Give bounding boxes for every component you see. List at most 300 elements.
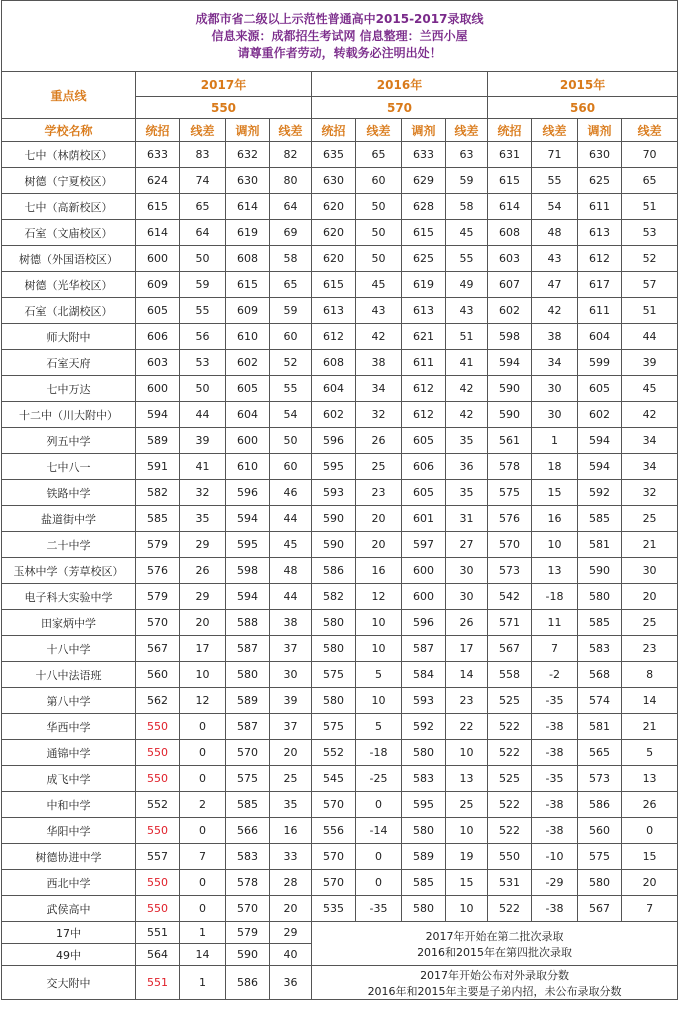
score-cell: 570 [136, 610, 180, 636]
score-cell: -38 [532, 896, 578, 922]
score-cell: 610 [226, 324, 270, 350]
score-cell: 60 [270, 324, 312, 350]
score-cell: 35 [180, 506, 226, 532]
score-cell: -35 [356, 896, 402, 922]
table-row [2, 766, 678, 792]
score-cell: 55 [180, 298, 226, 324]
school-name: 盐道街中学 [2, 506, 136, 532]
score-cell: 604 [312, 376, 356, 402]
school-name: 树德（宁夏校区） [2, 168, 136, 194]
score-cell: 602 [488, 298, 532, 324]
score-cell: 581 [578, 532, 622, 558]
column-header: 线差 [356, 119, 402, 142]
score-cell: 593 [402, 688, 446, 714]
score-cell: 583 [578, 636, 622, 662]
school-name: 树德（光华校区） [2, 272, 136, 298]
table-row [2, 688, 678, 714]
score-cell: 41 [180, 454, 226, 480]
score-cell: 54 [532, 194, 578, 220]
score-cell: 82 [270, 142, 312, 168]
column-header: 统招 [136, 119, 180, 142]
score-cell: 633 [402, 142, 446, 168]
score-cell: 609 [136, 272, 180, 298]
score-cell: 550 [136, 818, 180, 844]
score-cell: 37 [270, 636, 312, 662]
score-cell: 28 [270, 870, 312, 896]
score-cell: 571 [488, 610, 532, 636]
score-cell: 37 [270, 714, 312, 740]
score-cell: 45 [270, 532, 312, 558]
score-cell: 613 [312, 298, 356, 324]
score-cell: 580 [402, 896, 446, 922]
year-2016: 2016年 [312, 72, 488, 97]
score-cell: 580 [226, 662, 270, 688]
score-cell: 44 [622, 324, 678, 350]
score-cell: 552 [136, 792, 180, 818]
score-cell: 600 [226, 428, 270, 454]
table-row [2, 376, 678, 402]
score-cell: 32 [180, 480, 226, 506]
score-cell: 70 [622, 142, 678, 168]
score-cell: 619 [226, 220, 270, 246]
score-cell: 613 [402, 298, 446, 324]
score-cell: 579 [226, 922, 270, 944]
admission-table [1, 0, 678, 1000]
score-cell: 578 [488, 454, 532, 480]
year-2015: 2015年 [488, 72, 678, 97]
score-cell: 55 [446, 246, 488, 272]
score-cell: 41 [446, 350, 488, 376]
score-cell: 5 [622, 740, 678, 766]
score-cell: 594 [226, 584, 270, 610]
score-cell: 585 [578, 506, 622, 532]
score-cell: 15 [532, 480, 578, 506]
score-cell: 7 [180, 844, 226, 870]
table-row [2, 220, 678, 246]
score-cell: 25 [622, 506, 678, 532]
table-row [2, 740, 678, 766]
score-cell: 609 [226, 298, 270, 324]
score-cell: -35 [532, 688, 578, 714]
score-cell: 595 [312, 454, 356, 480]
school-name-header: 学校名称 [2, 119, 136, 142]
note-line: 2016和2015年在第四批次录取 [417, 945, 573, 959]
school-name: 第八中学 [2, 688, 136, 714]
school-name: 西北中学 [2, 870, 136, 896]
school-name: 华阳中学 [2, 818, 136, 844]
score-cell: 26 [356, 428, 402, 454]
score-cell: 595 [226, 532, 270, 558]
table-row [2, 532, 678, 558]
score-cell: 25 [446, 792, 488, 818]
score-cell: 1 [532, 428, 578, 454]
score-cell: 587 [402, 636, 446, 662]
score-cell: 560 [578, 818, 622, 844]
score-cell: 10 [356, 688, 402, 714]
score-cell: 20 [270, 896, 312, 922]
school-name: 电子科大实验中学 [2, 584, 136, 610]
score-cell: 592 [402, 714, 446, 740]
score-cell: -18 [532, 584, 578, 610]
column-header: 线差 [446, 119, 488, 142]
score-cell: 522 [488, 740, 532, 766]
score-cell: 45 [446, 220, 488, 246]
score-cell: 17 [446, 636, 488, 662]
school-name: 七中（林荫校区） [2, 142, 136, 168]
school-name: 交大附中 [2, 966, 136, 1000]
key-line-2017: 550 [136, 97, 312, 119]
score-cell: 568 [578, 662, 622, 688]
score-cell: 575 [578, 844, 622, 870]
score-cell: 580 [402, 818, 446, 844]
school-name: 玉林中学（芳草校区） [2, 558, 136, 584]
score-cell: 10 [356, 636, 402, 662]
score-cell: 631 [488, 142, 532, 168]
school-name: 武侯高中 [2, 896, 136, 922]
score-cell: 570 [312, 870, 356, 896]
score-cell: 30 [622, 558, 678, 584]
score-cell: 584 [402, 662, 446, 688]
score-cell: 27 [446, 532, 488, 558]
score-cell: 596 [312, 428, 356, 454]
score-cell: 25 [270, 766, 312, 792]
school-name: 二十中学 [2, 532, 136, 558]
score-cell: 13 [622, 766, 678, 792]
table-row [2, 558, 678, 584]
school-name: 列五中学 [2, 428, 136, 454]
score-cell: 585 [226, 792, 270, 818]
score-cell: 605 [226, 376, 270, 402]
score-cell: 587 [226, 714, 270, 740]
score-cell: 630 [226, 168, 270, 194]
score-cell: 610 [226, 454, 270, 480]
score-cell: 14 [180, 944, 226, 966]
score-cell: 19 [446, 844, 488, 870]
score-cell: 567 [578, 896, 622, 922]
table-row [2, 298, 678, 324]
score-cell: 575 [312, 714, 356, 740]
score-cell: 39 [180, 428, 226, 454]
score-cell: 74 [180, 168, 226, 194]
score-cell: 32 [622, 480, 678, 506]
key-line-label: 重点线 [2, 72, 136, 119]
score-cell: 80 [270, 168, 312, 194]
score-cell: 30 [446, 558, 488, 584]
table-row [2, 844, 678, 870]
school-name: 七中万达 [2, 376, 136, 402]
score-cell: 632 [226, 142, 270, 168]
score-cell: 580 [402, 740, 446, 766]
score-cell: 63 [446, 142, 488, 168]
score-cell: 628 [402, 194, 446, 220]
score-cell: 30 [270, 662, 312, 688]
score-cell: 44 [180, 402, 226, 428]
score-cell: 20 [356, 532, 402, 558]
table-row [2, 584, 678, 610]
note-batch [312, 922, 678, 966]
score-cell: 60 [356, 168, 402, 194]
score-cell: 594 [578, 454, 622, 480]
score-cell: 593 [312, 480, 356, 506]
score-cell: 621 [402, 324, 446, 350]
score-cell: 38 [270, 610, 312, 636]
score-cell: 53 [622, 220, 678, 246]
score-cell: 551 [136, 922, 180, 944]
score-cell: 20 [356, 506, 402, 532]
score-cell: 565 [578, 740, 622, 766]
score-cell: 576 [136, 558, 180, 584]
score-cell: 32 [356, 402, 402, 428]
table-row [2, 818, 678, 844]
score-cell: 35 [446, 480, 488, 506]
school-name: 树德协进中学 [2, 844, 136, 870]
score-cell: 7 [532, 636, 578, 662]
score-cell: 625 [402, 246, 446, 272]
score-cell: 589 [402, 844, 446, 870]
score-cell: 550 [136, 766, 180, 792]
score-cell: 60 [270, 454, 312, 480]
table-row [2, 636, 678, 662]
score-cell: 42 [356, 324, 402, 350]
score-cell: 612 [402, 376, 446, 402]
score-cell: 585 [136, 506, 180, 532]
score-cell: 46 [270, 480, 312, 506]
score-cell: 605 [402, 480, 446, 506]
school-name: 十八中学 [2, 636, 136, 662]
score-cell: 59 [446, 168, 488, 194]
table-row [2, 350, 678, 376]
score-cell: 43 [446, 298, 488, 324]
score-cell: 17 [180, 636, 226, 662]
score-cell: 65 [356, 142, 402, 168]
score-cell: 575 [488, 480, 532, 506]
score-cell: 30 [532, 376, 578, 402]
score-cell: 42 [532, 298, 578, 324]
score-cell: 44 [270, 584, 312, 610]
score-cell: 625 [578, 168, 622, 194]
score-cell: 20 [180, 610, 226, 636]
note-line: 2016年和2015年主要是子弟内招，未公布录取分数 [367, 984, 622, 998]
score-cell: 619 [402, 272, 446, 298]
score-cell: 55 [532, 168, 578, 194]
table-row [2, 506, 678, 532]
score-cell: 595 [402, 792, 446, 818]
score-cell: -2 [532, 662, 578, 688]
score-cell: 22 [446, 714, 488, 740]
score-cell: 633 [136, 142, 180, 168]
score-cell: 42 [446, 402, 488, 428]
table-row [2, 194, 678, 220]
score-cell: 550 [136, 740, 180, 766]
school-name: 十二中（川大附中） [2, 402, 136, 428]
score-cell: 589 [136, 428, 180, 454]
school-name: 树德（外国语校区） [2, 246, 136, 272]
score-cell: 604 [578, 324, 622, 350]
column-header: 线差 [270, 119, 312, 142]
column-header: 统招 [488, 119, 532, 142]
copyright-line: 请尊重作者劳动，转载务必注明出处！ [237, 45, 442, 60]
score-cell: 579 [136, 532, 180, 558]
column-header: 线差 [180, 119, 226, 142]
score-cell: 58 [270, 246, 312, 272]
score-cell: 590 [488, 402, 532, 428]
score-cell: 1 [180, 966, 226, 1000]
score-cell: 71 [532, 142, 578, 168]
score-cell: 10 [180, 662, 226, 688]
score-cell: 0 [180, 740, 226, 766]
score-cell: 33 [270, 844, 312, 870]
score-cell: 590 [312, 506, 356, 532]
score-cell: 615 [312, 272, 356, 298]
score-cell: 620 [312, 220, 356, 246]
score-cell: 522 [488, 714, 532, 740]
score-cell: 580 [312, 688, 356, 714]
note-line: 2017年开始在第二批次录取 [425, 929, 564, 943]
score-cell: 83 [180, 142, 226, 168]
score-cell: 48 [532, 220, 578, 246]
score-cell: 564 [136, 944, 180, 966]
score-cell: -38 [532, 818, 578, 844]
column-header-row [2, 119, 678, 142]
column-header: 线差 [622, 119, 678, 142]
score-cell: 65 [180, 194, 226, 220]
score-cell: 585 [402, 870, 446, 896]
score-cell: 592 [578, 480, 622, 506]
score-cell: 573 [578, 766, 622, 792]
score-cell: 38 [532, 324, 578, 350]
score-cell: 522 [488, 896, 532, 922]
score-cell: 596 [226, 480, 270, 506]
score-cell: 52 [270, 350, 312, 376]
score-cell: 35 [446, 428, 488, 454]
score-cell: 550 [136, 896, 180, 922]
score-cell: 13 [532, 558, 578, 584]
score-cell: 36 [446, 454, 488, 480]
score-cell: 23 [356, 480, 402, 506]
score-cell: 588 [226, 610, 270, 636]
score-cell: 64 [270, 194, 312, 220]
score-cell: 586 [226, 966, 270, 1000]
year-row [2, 72, 678, 97]
score-cell: 57 [622, 272, 678, 298]
score-cell: 598 [226, 558, 270, 584]
score-cell: 34 [622, 428, 678, 454]
score-cell: 59 [270, 298, 312, 324]
column-header: 统招 [312, 119, 356, 142]
score-cell: 0 [180, 818, 226, 844]
score-cell: 587 [226, 636, 270, 662]
table-row [2, 966, 678, 1000]
score-cell: 35 [270, 792, 312, 818]
score-cell: 551 [136, 966, 180, 1000]
score-cell: 620 [312, 246, 356, 272]
score-cell: 531 [488, 870, 532, 896]
school-name: 中和中学 [2, 792, 136, 818]
table-row [2, 142, 678, 168]
score-cell: 586 [578, 792, 622, 818]
score-cell: 614 [136, 220, 180, 246]
score-cell: 580 [578, 870, 622, 896]
score-cell: 570 [488, 532, 532, 558]
score-cell: 583 [226, 844, 270, 870]
school-name: 铁路中学 [2, 480, 136, 506]
score-cell: 59 [180, 272, 226, 298]
score-cell: -29 [532, 870, 578, 896]
score-cell: 590 [312, 532, 356, 558]
score-cell: 557 [136, 844, 180, 870]
score-cell: 578 [226, 870, 270, 896]
score-cell: 570 [312, 792, 356, 818]
score-cell: 23 [446, 688, 488, 714]
score-cell: 594 [226, 506, 270, 532]
score-cell: 522 [488, 792, 532, 818]
score-cell: 45 [622, 376, 678, 402]
score-cell: 611 [402, 350, 446, 376]
score-cell: 613 [578, 220, 622, 246]
score-cell: 10 [446, 818, 488, 844]
score-cell: 581 [578, 714, 622, 740]
score-cell: 31 [446, 506, 488, 532]
school-name: 49中 [2, 944, 136, 966]
score-cell: 52 [622, 246, 678, 272]
table-row [2, 792, 678, 818]
column-header: 调剂 [578, 119, 622, 142]
school-name: 七中（高新校区） [2, 194, 136, 220]
score-cell: 15 [446, 870, 488, 896]
score-cell: 2 [180, 792, 226, 818]
score-cell: 591 [136, 454, 180, 480]
score-cell: 552 [312, 740, 356, 766]
score-cell: 39 [622, 350, 678, 376]
score-cell: 34 [532, 350, 578, 376]
score-cell: 630 [312, 168, 356, 194]
score-cell: 611 [578, 194, 622, 220]
key-line-2016: 570 [312, 97, 488, 119]
score-cell: 605 [578, 376, 622, 402]
score-cell: 615 [402, 220, 446, 246]
score-cell: 7 [622, 896, 678, 922]
score-cell: 606 [136, 324, 180, 350]
score-cell: 560 [136, 662, 180, 688]
score-cell: 20 [622, 584, 678, 610]
school-name: 华西中学 [2, 714, 136, 740]
score-cell: -10 [532, 844, 578, 870]
score-cell: 611 [578, 298, 622, 324]
score-cell: 14 [446, 662, 488, 688]
score-cell: 573 [488, 558, 532, 584]
score-cell: 5 [356, 714, 402, 740]
column-header: 调剂 [226, 119, 270, 142]
score-cell: 608 [312, 350, 356, 376]
score-cell: 25 [356, 454, 402, 480]
score-cell: 561 [488, 428, 532, 454]
score-cell: 575 [312, 662, 356, 688]
score-cell: 612 [312, 324, 356, 350]
score-cell: 42 [446, 376, 488, 402]
table-row [2, 870, 678, 896]
table-row [2, 480, 678, 506]
score-cell: 26 [622, 792, 678, 818]
score-cell: 562 [136, 688, 180, 714]
school-name: 石室（北湖校区） [2, 298, 136, 324]
score-cell: 34 [622, 454, 678, 480]
score-cell: 582 [136, 480, 180, 506]
score-cell: 602 [312, 402, 356, 428]
score-cell: 605 [402, 428, 446, 454]
score-cell: 50 [180, 376, 226, 402]
table-row [2, 896, 678, 922]
score-cell: 615 [226, 272, 270, 298]
